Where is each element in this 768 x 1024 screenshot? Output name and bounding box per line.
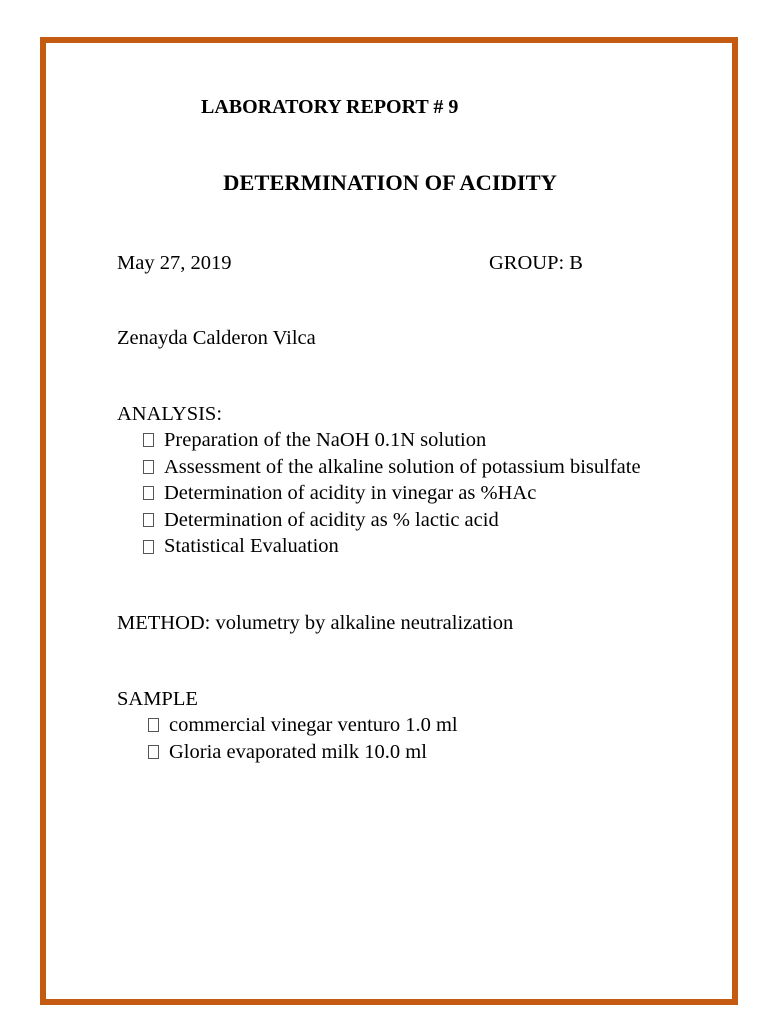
bullet-box-icon: [143, 486, 154, 500]
list-item-text: Gloria evaporated milk 10.0 ml: [169, 740, 427, 763]
author-name: Zenayda Calderon Vilca: [117, 327, 316, 349]
list-item: [143, 507, 641, 534]
sample-heading: SAMPLE: [117, 688, 198, 710]
list-item-text: Assessment of the alkaline solution of potassium bisulfate: [164, 455, 641, 478]
bullet-box-icon: [143, 540, 154, 554]
report-title: DETERMINATION OF ACIDITY: [223, 170, 557, 195]
bullet-box-icon: [148, 745, 159, 759]
analysis-list: [143, 427, 641, 560]
bullet-box-icon: [143, 460, 154, 474]
list-item-text: Determination of acidity as % lactic acid: [164, 508, 499, 531]
method-line: METHOD: volumetry by alkaline neutralization: [117, 612, 514, 634]
bullet-box-icon: [143, 513, 154, 527]
report-date: May 27, 2019: [117, 252, 232, 274]
list-item: [143, 480, 641, 507]
bullet-box-icon: [148, 718, 159, 732]
sample-list: [148, 712, 458, 765]
list-item: [143, 427, 641, 454]
group-label: GROUP: B: [489, 252, 583, 274]
report-number: LABORATORY REPORT # 9: [201, 96, 459, 118]
list-item-text: commercial vinegar venturo 1.0 ml: [169, 714, 458, 736]
bullet-box-icon: [143, 433, 154, 447]
list-item-text: Preparation of the NaOH 0.1N solution: [164, 429, 487, 451]
analysis-heading: ANALYSIS:: [117, 403, 223, 425]
list-item: [148, 712, 458, 739]
list-item-text: Determination of acidity in vinegar as %HAc: [164, 482, 537, 505]
list-item-text: Statistical Evaluation: [164, 535, 339, 558]
list-item: [143, 454, 641, 481]
list-item: [148, 739, 458, 766]
list-item: [143, 533, 641, 560]
